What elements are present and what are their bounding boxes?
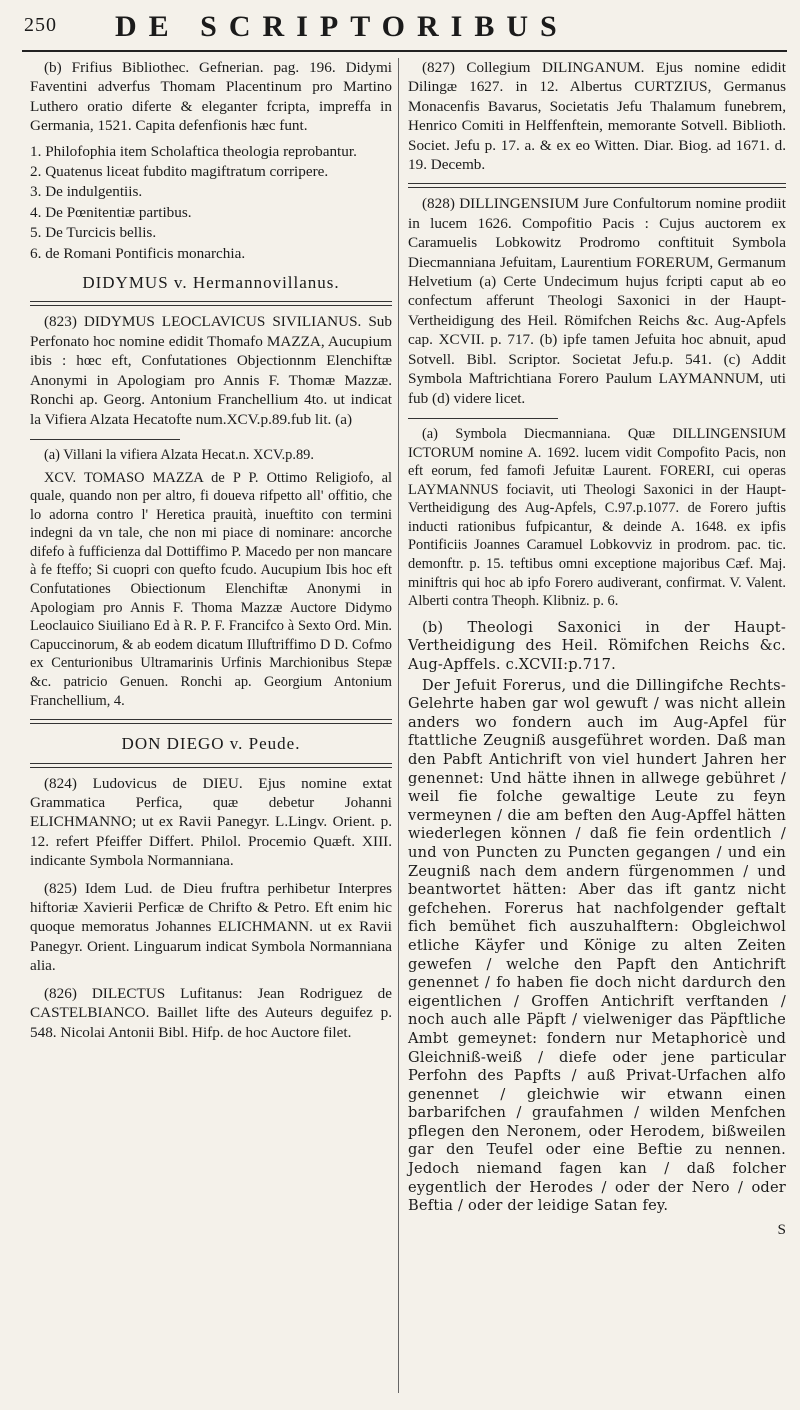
section-heading: DON DIEGO v. Peude. (121, 734, 301, 754)
running-head: DE SCRIPTORIBUS (115, 10, 569, 43)
footnote-b-body: Der Jefuit Forerus, und die Dillingifche Rechts-Gelehrte haben gar wol gewuft / was nicht allein anders wo fondern auch im Aug-Apfel für ftattliche Zeugniß ausgeführet worden. Daß man den Pabft Antichrift von viel hundert Jahren her genennet: Und hätte ihnen in allwege gebühret / weil fie folche gewaltige Leute zu feyn vermeynen / die am beften den Aug-Apffel hätten wiederlegen können / daß fie fein ordentlich / und von Puncten zu Puncten gegangen / und ein Zeugniß nach dem andern fürgenommen / und beantwortet hätten: Aber das ift gantz nicht gefchehen. Forerus hat nachfolgender geftalt fich bemühet fich auszuhalftern: Obgleichwol etliche Käyfer und Könige zu alten Zeiten gewefen / welche den Papft den Antichrift genennet / fo haben fie doch nicht dardurch den eigentlichen / Groffen Antichrift verftanden / noch auch alle Päpft / vielweniger das Päpftliche Ambt gemeynet: fondern nur Metaphoricè und Gleichniß-weiß / diefe oder jene particular Perfohn des Papfts / auß Privat-Urfachen alfo genennet / gleichwie wir etwann einen barbarifchen / graufahmen / wilden Menfchen pflegen den Neronem, oder Herodem, bißweilen gar den Teufel oder eine Beftie zu nennen. Jedoch niemand fagen kan / daß folcher eygentlich der Herodes / oder der Nero / oder Beftia / oder der leidige Satan fey. (408, 676, 786, 1215)
entry-826: (826) DILECTUS Lufitanus: Jean Rodriguez de CASTELBIANCO. Baillet lifte des Auteurs deguifez p. 548. Nicolai Antonii Bibl. Hifp. de hoc Auctore filet. (30, 984, 392, 1041)
entry-827: (827) Collegium DILINGANUM. Ejus nomine edidit Dilingæ 1627. in 12. Albertus CURTZIUS, Germanus Monacenfis Bavarus, Societatis Jefu Thalamum funebrem, Henrico Comiti in Helffenftein, memorante Sotvell. Biblioth. Societ. Jefu p. 17. a. & ex eo Witten. Diar. Biog. ad 1671. d. 19. Decemb. (408, 59, 786, 174)
footnote-a-body: XCV. TOMASO MAZZA de P P. Ottimo Religiofo, al quale, quando non per altro, fi doueva rifpetto all' offitio, che lo adorna contro l' Heretica prauità, inueftito con termini indegni da vn tale, che non mi piace di nominare: ancorche difefo à fufficienza dal Dottiffimo P. Macedo per non mancare à fe fteffo; Si cuopri con quefto fcudo. Aucupium Ibis hoc eft Confutationes Obiectionum Elenchiftæ Anonymi in Apologiam pro Annis F. Thoma Mazzæ Auctore Didymo Leoclauico Siuiliano Ed à R. P. F. Francifco à Sexto Ord. Min. Capuccinorum, & ab eodem dicatum Illuftriffimo D D. Cofmo ex Centurionibus Ultramarinis Urfinis Marchionibus Stepæ &c. patricio Genuen. Ronchi ap. Georgium Antonium Franchellium, 4. (30, 469, 392, 709)
separator (30, 763, 392, 768)
list-item: 5. De Turcicis bellis. (30, 224, 157, 242)
footnote-b: (b) Frifius Bibliothec. Gefnerian. pag. 196. Didymi Faventini adverfus Thomam Placentinum pro Martino Luthero oratio diferte & eleganter fcripta, impreffa in Germania, 1521. Capita defenfionis hæc funt. (30, 59, 392, 135)
separator (408, 183, 786, 188)
header-rule (22, 50, 787, 52)
list-item: 3. De indulgentiis. (30, 183, 143, 201)
entry-825: (825) Idem Lud. de Dieu fruftra perhibetur Interpres hiftoriæ Xavierii Perficæ de Chrifto & Petro. Eft enim hic quoque memoratus Johannes ELICHMANN. ut ex Ravii Panegyr. Orient. Linguarum indicat Symbola Normanniana alia. (30, 879, 392, 975)
list-item: 6. de Romani Pontificis monarchia. (30, 244, 246, 262)
entry-823: (823) DIDYMUS LEOCLAVICUS SIVILIANUS. Sub Perfonato hoc nomine edidit Thomafo MAZZA, Aucupium ibis : hœc eft, Confutationes Objectionnm Elenchiftæ Anonymi in Apologiam pro Annis F. Thomæ Mazzæ. Ronchi ap. Georg. Antonium Franchellium 4to. ut indicat la Vifiera Alzata Hecatofte num.XCV.p.89.fub lit. (a) (30, 313, 392, 428)
list-item: 1. Philofophia item Scholaftica theologia reprobantur. (30, 142, 357, 160)
entry-828: (828) DILLINGENSIUM Jure Confultorum nomine prodiit in lucem 1626. Compofitio Pacis : Cujus auctorem ex Caramuelis Lobkowitz Prodromo conftituit Symbola Diecmanniana Jefuitam, Laurentium FORERUM, Germanum Helvetium (a) Certe Undecimum hujus fcripti caput ab eo confectum afferunt Theologi Saxonici in der Haupt-Vertheidigung des Heil. Römifchen Reichs &c. Aug-Apfels cap. XCVII. p. 717. (b) ipfe tamen Jefuita hoc abnuit, apud Sotvell. Bibl. Scriptor. Societat Jefu.p. 541. (c) Addit Symbola Maftrichtiana Forero Paulum LAYMANNUM, uti fub (d) videre licet. (408, 195, 786, 407)
topic-list (30, 142, 392, 263)
separator (30, 439, 180, 440)
list-item: 4. De Pœnitentiæ partibus. (30, 203, 192, 221)
right-column (408, 58, 786, 1239)
footnote-a: (a) Symbola Diecmanniana. Quæ DILLINGENSIUM ICTORUM nomine A. 1692. lucem vidit Compofito Pacis, non eft eorum, fed famofi Jefuitæ Laurent. FORERI, cui operas LAYMANNUS fociavit, uti Theologi Saxonici in der Haupt-Vertheidigung des Aug-Apfels, C.97.p.1077. de Forero juftis inducti rationibus fufpicantur, & deinde A. 1648. ex ipfis Pontificiis Joannes Caramuel Lobkovviz in prodrom. pac. tic. demonftr. p. 15. teftibus omni exceptione majoribus Cæf. Maj. miniftris qui hoc ab ipfo Forero audiverant, confirmat. V. Valent. Alberti contra Theoph. Klibniz. p. 6. (408, 425, 786, 610)
column-divider (398, 58, 399, 1393)
left-column (30, 58, 392, 1042)
section-heading: DIDYMUS v. Hermannovillanus. (82, 273, 340, 293)
separator (30, 301, 392, 306)
page-number: 250 (24, 14, 57, 36)
footnote-a-intro: (a) Villani la vifiera Alzata Hecat.n. XCV.p.89. (44, 446, 314, 463)
separator (408, 418, 558, 419)
entry-824: (824) Ludovicus de DIEU. Ejus nomine extat Grammatica Perfica, quæ debetur Johanni ELICHMANNO; ut ex Ravii Panegyr. L.Lingv. Orient. p. 12. refert Pfeiffer Differt. Philol. Procemio Quæft. XIII. indicante Symbola Normanniana. (30, 774, 392, 870)
separator (30, 719, 392, 724)
footnote-b-heading: (b) Theologi Saxonici in der Haupt-Vertheidigung des Heil. Römifchen Reichs &c. Aug-Apffels. c.XCVII:p.717. (408, 618, 786, 674)
list-item: 2. Quatenus liceat fubdito magiftratum corripere. (30, 163, 329, 181)
catchword: S (777, 1220, 786, 1238)
